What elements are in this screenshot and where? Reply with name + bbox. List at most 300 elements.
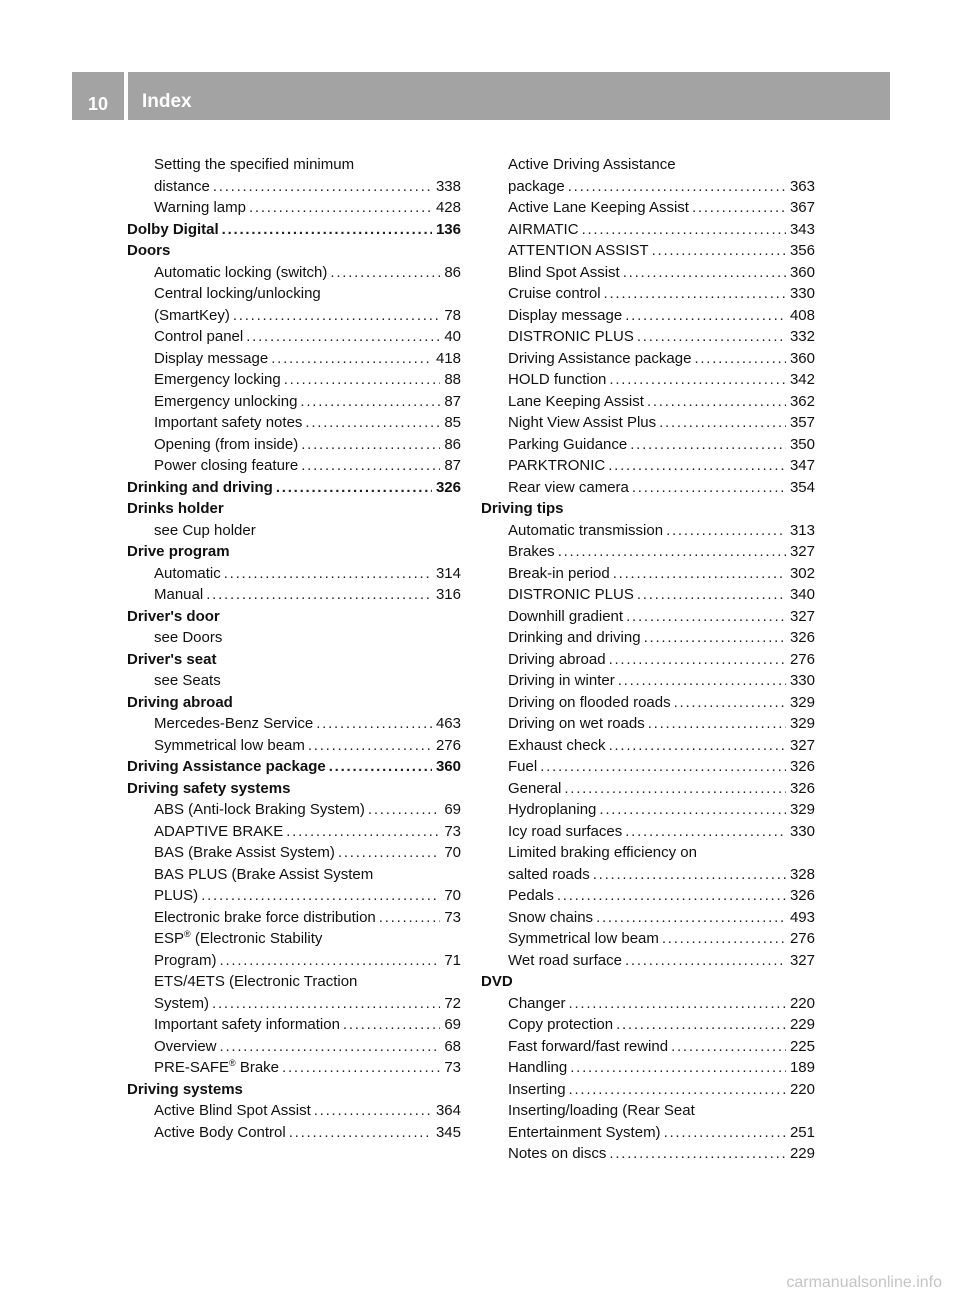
- leader-dots: [564, 778, 786, 800]
- index-entry: [481, 1014, 815, 1036]
- entry-text: Overview: [154, 1037, 217, 1055]
- index-entry: [127, 1036, 461, 1058]
- entry-text: Driving tips: [481, 500, 564, 517]
- index-entry: [481, 219, 815, 241]
- index-heading: [127, 1079, 461, 1101]
- index-entry: [127, 434, 461, 456]
- leader-dots: [609, 649, 786, 671]
- entry-text: Electronic brake force distribution: [154, 908, 376, 926]
- page-reference: 360: [789, 263, 815, 281]
- entry-text: Inserting: [508, 1080, 566, 1098]
- page-reference: 229: [789, 1145, 815, 1162]
- leader-dots: [609, 1143, 786, 1165]
- index-entry: [127, 735, 461, 757]
- leader-dots: [249, 197, 432, 219]
- entry-text: Downhill gradient: [508, 607, 624, 625]
- entry-text: ADAPTIVE BRAKE: [154, 822, 284, 840]
- index-entry: [127, 305, 461, 327]
- leader-dots: [630, 434, 786, 456]
- leader-dots: [652, 240, 786, 262]
- leader-dots: [625, 950, 786, 972]
- index-entry: [127, 885, 461, 907]
- index-entry: [127, 455, 461, 477]
- page-reference: 493: [789, 908, 815, 926]
- entry-text: ETS/4ETS (Electronic Traction: [154, 973, 358, 990]
- entry-text: Driving abroad: [127, 693, 233, 711]
- page-reference: 327: [789, 736, 815, 754]
- entry-text: Driver's seat: [127, 650, 217, 668]
- leader-dots: [632, 477, 786, 499]
- leader-dots: [220, 950, 441, 972]
- leader-dots: [599, 799, 786, 821]
- index-entry: [481, 735, 815, 757]
- entry-text: Changer: [508, 994, 566, 1012]
- index-entry: [481, 563, 815, 585]
- index-entry: [481, 434, 815, 456]
- index-heading: [127, 541, 461, 563]
- entry-text: Inserting/loading (Rear Seat: [508, 1102, 695, 1119]
- page-reference: 329: [789, 801, 815, 818]
- entry-text: Drinking and driving: [127, 478, 273, 496]
- page-reference: 330: [789, 822, 815, 840]
- index-entry: [481, 348, 815, 370]
- entry-text: Driver's door: [127, 607, 220, 625]
- page-reference: 327: [789, 607, 815, 625]
- index-entry: [481, 606, 815, 628]
- leader-dots: [582, 219, 786, 241]
- page-reference: 78: [444, 306, 461, 324]
- leader-dots: [557, 885, 786, 907]
- entry-text: package: [508, 177, 565, 195]
- index-entry: [127, 283, 461, 305]
- leader-dots: [300, 391, 440, 413]
- page-reference: 350: [789, 435, 815, 453]
- leader-dots: [271, 348, 432, 370]
- leader-dots: [379, 907, 441, 929]
- index-heading: [127, 778, 461, 800]
- entry-text: Driving on wet roads: [508, 715, 645, 732]
- entry-text: Automatic: [154, 564, 221, 582]
- entry-text: Driving Assistance package: [127, 758, 326, 775]
- page-reference: 463: [435, 715, 461, 732]
- entry-text: Night View Assist Plus: [508, 414, 657, 431]
- index-entry: [127, 993, 461, 1015]
- leader-dots: [569, 993, 786, 1015]
- index-heading: [127, 219, 461, 241]
- entry-text: HOLD function: [508, 371, 607, 388]
- index-entry: [127, 713, 461, 735]
- leader-dots: [289, 1122, 432, 1144]
- entry-text: Mercedes-Benz Service: [154, 715, 314, 732]
- index-entry: [127, 1122, 461, 1144]
- index-entry: [481, 391, 815, 413]
- index-heading: [127, 756, 461, 778]
- index-heading: [127, 606, 461, 628]
- entry-text: Driving Assistance package: [508, 349, 692, 367]
- page-reference: 362: [789, 392, 815, 410]
- leader-dots: [637, 584, 786, 606]
- leader-dots: [276, 477, 432, 499]
- entry-text: Doors: [127, 242, 171, 259]
- index-entry: [481, 950, 815, 972]
- leader-dots: [596, 907, 786, 929]
- entry-text: ABS (Anti-lock Braking System): [154, 801, 365, 818]
- index-entry: [481, 262, 815, 284]
- page-reference: 86: [444, 435, 461, 453]
- page-reference: 87: [444, 392, 461, 410]
- page-reference: 326: [789, 629, 815, 646]
- page-reference: 73: [444, 908, 461, 926]
- leader-dots: [301, 455, 440, 477]
- page-title: Index: [142, 91, 192, 112]
- index-entry: [481, 369, 815, 391]
- leader-dots: [201, 885, 440, 907]
- leader-dots: [282, 1057, 440, 1079]
- page-reference: 72: [444, 994, 461, 1012]
- index-entry: [481, 993, 815, 1015]
- leader-dots: [329, 756, 432, 778]
- entry-text: Limited braking efficiency on: [508, 844, 697, 861]
- page-reference: 363: [789, 177, 815, 195]
- page-reference: 327: [789, 543, 815, 560]
- leader-dots: [674, 692, 786, 714]
- entry-text: Emergency unlocking: [154, 392, 298, 410]
- entry-text: Central locking/unlocking: [154, 285, 321, 302]
- leader-dots: [662, 928, 786, 950]
- leader-dots: [609, 369, 786, 391]
- leader-dots: [233, 305, 440, 327]
- page-reference: 364: [435, 1102, 461, 1119]
- leader-dots: [666, 520, 786, 542]
- entry-text: Active Blind Spot Assist: [154, 1102, 311, 1119]
- page-reference: 342: [789, 371, 815, 388]
- page-reference: 326: [789, 887, 815, 904]
- page-reference: 220: [789, 1080, 815, 1098]
- leader-dots: [213, 176, 432, 198]
- index-entry: [127, 563, 461, 585]
- page-reference: 340: [789, 586, 815, 603]
- leader-dots: [664, 1122, 786, 1144]
- index-entry: [481, 907, 815, 929]
- entry-text: Notes on discs: [508, 1145, 607, 1162]
- index-heading: [127, 649, 461, 671]
- index-entry: [481, 305, 815, 327]
- leader-dots: [558, 541, 786, 563]
- page-reference: 69: [444, 1016, 461, 1033]
- page-reference: 88: [444, 371, 461, 388]
- leader-dots: [626, 606, 786, 628]
- entry-text: Rear view camera: [508, 478, 629, 496]
- entry-text: DVD: [481, 973, 513, 990]
- entry-text: ATTENTION ASSIST: [508, 242, 649, 259]
- entry-text: distance: [154, 177, 210, 195]
- leader-dots: [220, 1036, 441, 1058]
- index-entry: [481, 176, 815, 198]
- leader-dots: [625, 821, 786, 843]
- leader-dots: [343, 1014, 440, 1036]
- index-entry: [127, 520, 461, 542]
- index-entry: [481, 885, 815, 907]
- page-reference: 276: [789, 930, 815, 947]
- leader-dots: [618, 670, 786, 692]
- index-entry: [481, 584, 815, 606]
- watermark: carmanualsonline.info: [786, 1274, 942, 1291]
- page-reference: 326: [435, 478, 461, 496]
- page-reference: 87: [444, 457, 461, 474]
- leader-dots: [604, 283, 786, 305]
- leader-dots: [671, 1036, 786, 1058]
- entry-text: Fuel: [508, 758, 538, 775]
- index-entry: [481, 1079, 815, 1101]
- index-entry: [127, 262, 461, 284]
- leader-dots: [286, 821, 440, 843]
- index-entry: [127, 907, 461, 929]
- entry-text: PLUS): [154, 887, 199, 904]
- page-reference: 302: [789, 564, 815, 582]
- page-reference: 330: [789, 285, 815, 302]
- index-entry: [127, 412, 461, 434]
- entry-text: Display message: [508, 306, 623, 324]
- entry-text: Drinking and driving: [508, 629, 641, 646]
- page-reference: 71: [444, 951, 461, 969]
- leader-dots: [308, 735, 432, 757]
- index-entry: [481, 455, 815, 477]
- entry-text: BAS (Brake Assist System): [154, 844, 335, 861]
- index-heading: [481, 498, 815, 520]
- index-column-right: [481, 154, 815, 1165]
- entry-text: Icy road surfaces: [508, 822, 623, 840]
- index-entry: [481, 713, 815, 735]
- index-entry: [127, 348, 461, 370]
- entry-text: Fast forward/fast rewind: [508, 1037, 669, 1055]
- index-entry: [127, 326, 461, 348]
- page-reference: 328: [789, 865, 815, 883]
- entry-text: Control panel: [154, 328, 244, 345]
- leader-dots: [368, 799, 440, 821]
- leader-dots: [694, 348, 786, 370]
- leader-dots: [644, 627, 786, 649]
- index-entry: [481, 778, 815, 800]
- leader-dots: [692, 197, 786, 219]
- entry-text: Wet road surface: [508, 951, 622, 969]
- entry-text: Blind Spot Assist: [508, 263, 620, 281]
- index-entry: [481, 1100, 815, 1122]
- entry-text: see Seats: [154, 672, 221, 689]
- leader-dots: [616, 1014, 786, 1036]
- index-heading: [127, 477, 461, 499]
- entry-text: General: [508, 779, 562, 797]
- leader-dots: [625, 305, 786, 327]
- page-reference: 329: [789, 715, 815, 732]
- page-reference: 367: [789, 199, 815, 216]
- entry-text: Parking Guidance: [508, 435, 628, 453]
- index-entry: [127, 670, 461, 692]
- page-reference: 313: [789, 521, 815, 539]
- page-reference: 68: [444, 1037, 461, 1055]
- leader-dots: [608, 455, 786, 477]
- index-entry: [127, 197, 461, 219]
- page-reference: 225: [789, 1037, 815, 1055]
- leader-dots: [224, 563, 432, 585]
- entry-text: Program): [154, 951, 217, 969]
- leader-dots: [609, 735, 786, 757]
- index-entry: [481, 1143, 815, 1165]
- entry-text: Opening (from inside): [154, 435, 299, 453]
- entry-text: (SmartKey): [154, 306, 230, 324]
- index-entry: [481, 928, 815, 950]
- page-reference: 356: [789, 242, 815, 259]
- page-reference: 360: [789, 349, 815, 367]
- page-reference: 70: [444, 887, 461, 904]
- index-entry: [481, 283, 815, 305]
- entry-text: Brakes: [508, 543, 555, 560]
- leader-dots: [593, 864, 786, 886]
- index-entry: [481, 240, 815, 262]
- entry-text: Handling: [508, 1059, 568, 1076]
- leader-dots: [284, 369, 441, 391]
- index-entry: [481, 477, 815, 499]
- entry-text: Important safety notes: [154, 414, 303, 431]
- page-reference: 347: [789, 457, 815, 474]
- page-reference: 85: [444, 414, 461, 431]
- entry-text: Driving in winter: [508, 672, 615, 689]
- index-entry: [481, 692, 815, 714]
- page-reference: 357: [789, 414, 815, 431]
- index-entry: [127, 1014, 461, 1036]
- page-number: 10: [87, 94, 109, 114]
- page-reference: 326: [789, 758, 815, 775]
- entry-text: AIRMATIC: [508, 220, 579, 238]
- entry-text: Driving systems: [127, 1080, 243, 1098]
- leader-dots: [301, 434, 440, 456]
- page-reference: 327: [789, 951, 815, 969]
- leader-dots: [338, 842, 440, 864]
- entry-text: Exhaust check: [508, 736, 606, 754]
- leader-dots: [206, 584, 432, 606]
- index-entry: [127, 928, 461, 950]
- entry-text: see Cup holder: [154, 521, 256, 539]
- entry-text: Snow chains: [508, 908, 594, 926]
- entry-text: Emergency locking: [154, 371, 281, 388]
- entry-text: Drive program: [127, 543, 230, 560]
- page-reference: 220: [789, 994, 815, 1012]
- index-entry: [481, 1057, 815, 1079]
- page-reference: 73: [444, 822, 461, 840]
- index-entry: [481, 154, 815, 176]
- page-reference: 73: [444, 1059, 461, 1076]
- index-entry: [127, 154, 461, 176]
- index-entry: [481, 197, 815, 219]
- entry-text: Active Body Control: [154, 1123, 286, 1141]
- entry-text: Setting the specified minimum: [154, 156, 355, 173]
- page-reference: 345: [435, 1123, 461, 1141]
- index-heading: [127, 692, 461, 714]
- leader-dots: [540, 756, 786, 778]
- leader-dots: [613, 563, 786, 585]
- leader-dots: [246, 326, 440, 348]
- index-entry: [127, 176, 461, 198]
- index-heading: [481, 971, 815, 993]
- entry-text: Important safety information: [154, 1016, 340, 1033]
- leader-dots: [637, 326, 786, 348]
- entry-text: Entertainment System): [508, 1123, 661, 1141]
- page-reference: 189: [789, 1059, 815, 1076]
- index-entry: [481, 541, 815, 563]
- leader-dots: [222, 219, 432, 241]
- page-reference: 360: [435, 758, 461, 775]
- entry-text: salted roads: [508, 865, 590, 883]
- entry-text: Manual: [154, 586, 204, 603]
- index-entry: [127, 971, 461, 993]
- entry-text: Driving safety systems: [127, 779, 291, 797]
- entry-text: Lane Keeping Assist: [508, 392, 644, 410]
- page-reference: 86: [444, 263, 461, 281]
- index-heading: [127, 240, 461, 262]
- entry-text: Active Lane Keeping Assist: [508, 199, 689, 216]
- entry-text: Automatic locking (switch): [154, 263, 328, 281]
- entry-text: PRE-SAFE® Brake: [154, 1058, 280, 1076]
- page-reference: 408: [789, 306, 815, 324]
- index-entry: [127, 1100, 461, 1122]
- index-entry: [481, 799, 815, 821]
- leader-dots: [212, 993, 440, 1015]
- leader-dots: [647, 391, 786, 413]
- leader-dots: [570, 1057, 786, 1079]
- index-heading: [127, 498, 461, 520]
- entry-text: Symmetrical low beam: [154, 736, 305, 754]
- leader-dots: [659, 412, 786, 434]
- entry-text: Display message: [154, 349, 269, 367]
- index-entry: [127, 864, 461, 886]
- index-entry: [481, 649, 815, 671]
- page-reference: 316: [435, 586, 461, 603]
- index-entry: [481, 756, 815, 778]
- page-reference: 70: [444, 844, 461, 861]
- leader-dots: [330, 262, 440, 284]
- entry-text: Driving abroad: [508, 650, 606, 668]
- page-reference: 428: [435, 199, 461, 216]
- page-reference: 229: [789, 1016, 815, 1033]
- index-entry: [481, 412, 815, 434]
- entry-text: Power closing feature: [154, 457, 299, 474]
- index-entry: [481, 1122, 815, 1144]
- entry-text: Active Driving Assistance: [508, 156, 676, 173]
- page-reference: 418: [435, 349, 461, 367]
- page-reference: 69: [444, 801, 461, 818]
- header-bar: [72, 72, 890, 120]
- page-reference: 329: [789, 693, 815, 711]
- leader-dots: [316, 713, 432, 735]
- leader-dots: [648, 713, 786, 735]
- index-entry: [127, 1057, 461, 1079]
- index-entry: [481, 670, 815, 692]
- index-entry: [481, 520, 815, 542]
- entry-text: Symmetrical low beam: [508, 930, 659, 947]
- index-entry: [481, 326, 815, 348]
- entry-text: Driving on flooded roads: [508, 693, 671, 711]
- index-entry: [127, 627, 461, 649]
- entry-text: Copy protection: [508, 1016, 614, 1033]
- index-entry: [127, 369, 461, 391]
- entry-text: Hydroplaning: [508, 801, 597, 818]
- page-reference: 332: [789, 328, 815, 345]
- index-entry: [127, 842, 461, 864]
- page-reference: 338: [435, 177, 461, 195]
- page-reference: 330: [789, 672, 815, 689]
- entry-text: DISTRONIC PLUS: [508, 328, 634, 345]
- index-entry: [127, 584, 461, 606]
- entry-text: Break-in period: [508, 564, 610, 582]
